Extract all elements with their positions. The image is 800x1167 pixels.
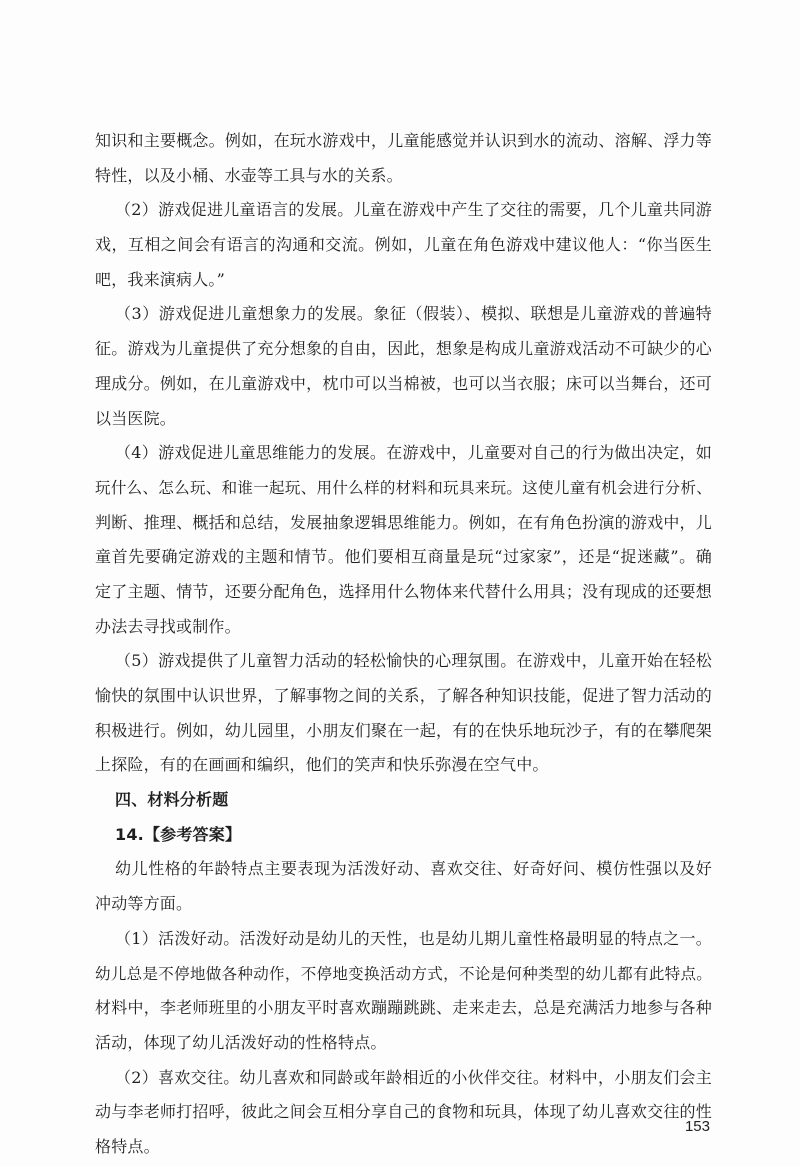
text-line: 定了主题、情节，还要分配角色，选择用什么物体来代替什么用具；没有现成的还要想 (95, 581, 712, 601)
answer-heading: 14.【参考答案】 (115, 824, 242, 844)
text-line: 以当医院。 (95, 408, 177, 428)
text-line: 材料中，李老师班里的小朋友平时喜欢蹦蹦跳跳、走来走去，总是充满活力地参与各种 (95, 998, 712, 1018)
section-heading: 四、材料分析题 (115, 790, 229, 810)
text-line: 玩什么、怎么玩、和谁一起玩、用什么样的材料和玩具来玩。这使儿童有机会进行分析、 (95, 478, 712, 497)
text-line: 上探险，有的在画画和编织，他们的笑声和快乐弥漫在空气中。 (95, 755, 549, 775)
text-line: 童首先要确定游戏的主题和情节。他们要相互商量是玩“过家家”，还是“捉迷藏”。确 (95, 547, 712, 567)
text-line: 判断、推理、概括和总结，发展抽象逻辑思维能力。例如，在有角色扮演的游戏中，儿 (95, 512, 712, 532)
body-text (95, 124, 712, 1165)
text-line: 知识和主要概念。例如，在玩水游戏中，儿童能感觉并认识到水的流动、溶解、浮力等 (95, 131, 712, 150)
text-line: 戏，互相之间会有语言的沟通和交流。例如，儿童在角色游戏中建议他人：“你当医生 (95, 235, 712, 255)
text-line: 征。游戏为儿童提供了充分想象的自由，因此，想象是构成儿童游戏活动不可缺少的心 (95, 339, 712, 359)
text-line: 特性，以及小桶、水壶等工具与水的关系。 (95, 165, 403, 185)
text-line: （3）游戏促进儿童想象力的发展。象征（假装）、模拟、联想是儿童游戏的普遍特 (115, 304, 712, 324)
text-line: （2）喜欢交往。幼儿喜欢和同龄或年龄相近的小伙伴交往。材料中，小朋友们会主 (115, 1067, 712, 1087)
page-number: 153 (684, 1118, 710, 1135)
text-line: 吧，我来演病人。” (95, 269, 225, 289)
text-line: 活动，体现了幼儿活泼好动的性格特点。 (95, 1032, 387, 1052)
text-line: （1）活泼好动。活泼好动是幼儿的天性，也是幼儿期儿童性格最明显的特点之一。 (115, 928, 712, 948)
text-line: 积极进行。例如，幼儿园里，小朋友们聚在一起，有的在快乐地玩沙子，有的在攀爬架 (95, 720, 712, 740)
text-line: 办法去寻找或制作。 (95, 616, 241, 636)
text-line: 愉快的氛围中认识世界，了解事物之间的关系，了解各种知识技能，促进了智力活动的 (95, 686, 712, 705)
text-line: （4）游戏促进儿童思维能力的发展。在游戏中，儿童要对自己的行为做出决定，如 (115, 443, 712, 463)
text-line: 格特点。 (95, 1136, 160, 1156)
text-line: （2）游戏促进儿童语言的发展。儿童在游戏中产生了交往的需要，几个儿童共同游 (115, 200, 712, 220)
text-line: 动与李老师打招呼，彼此之间会互相分享自己的食物和玩具，体现了幼儿喜欢交往的性 (95, 1102, 712, 1122)
text-line: （5）游戏提供了儿童智力活动的轻松愉快的心理氛围。在游戏中，儿童开始在轻松 (115, 651, 712, 671)
text-line: 冲动等方面。 (95, 894, 193, 914)
text-line: 幼儿总是不停地做各种动作，不停地变换活动方式，不论是何种类型的幼儿都有此特点。 (95, 964, 712, 983)
text-line: 幼儿性格的年龄特点主要表现为活泼好动、喜欢交往、好奇好问、模仿性强以及好 (115, 859, 712, 879)
text-line: 理成分。例如，在儿童游戏中，枕巾可以当棉被，也可以当衣服；床可以当舞台，还可 (95, 373, 712, 393)
